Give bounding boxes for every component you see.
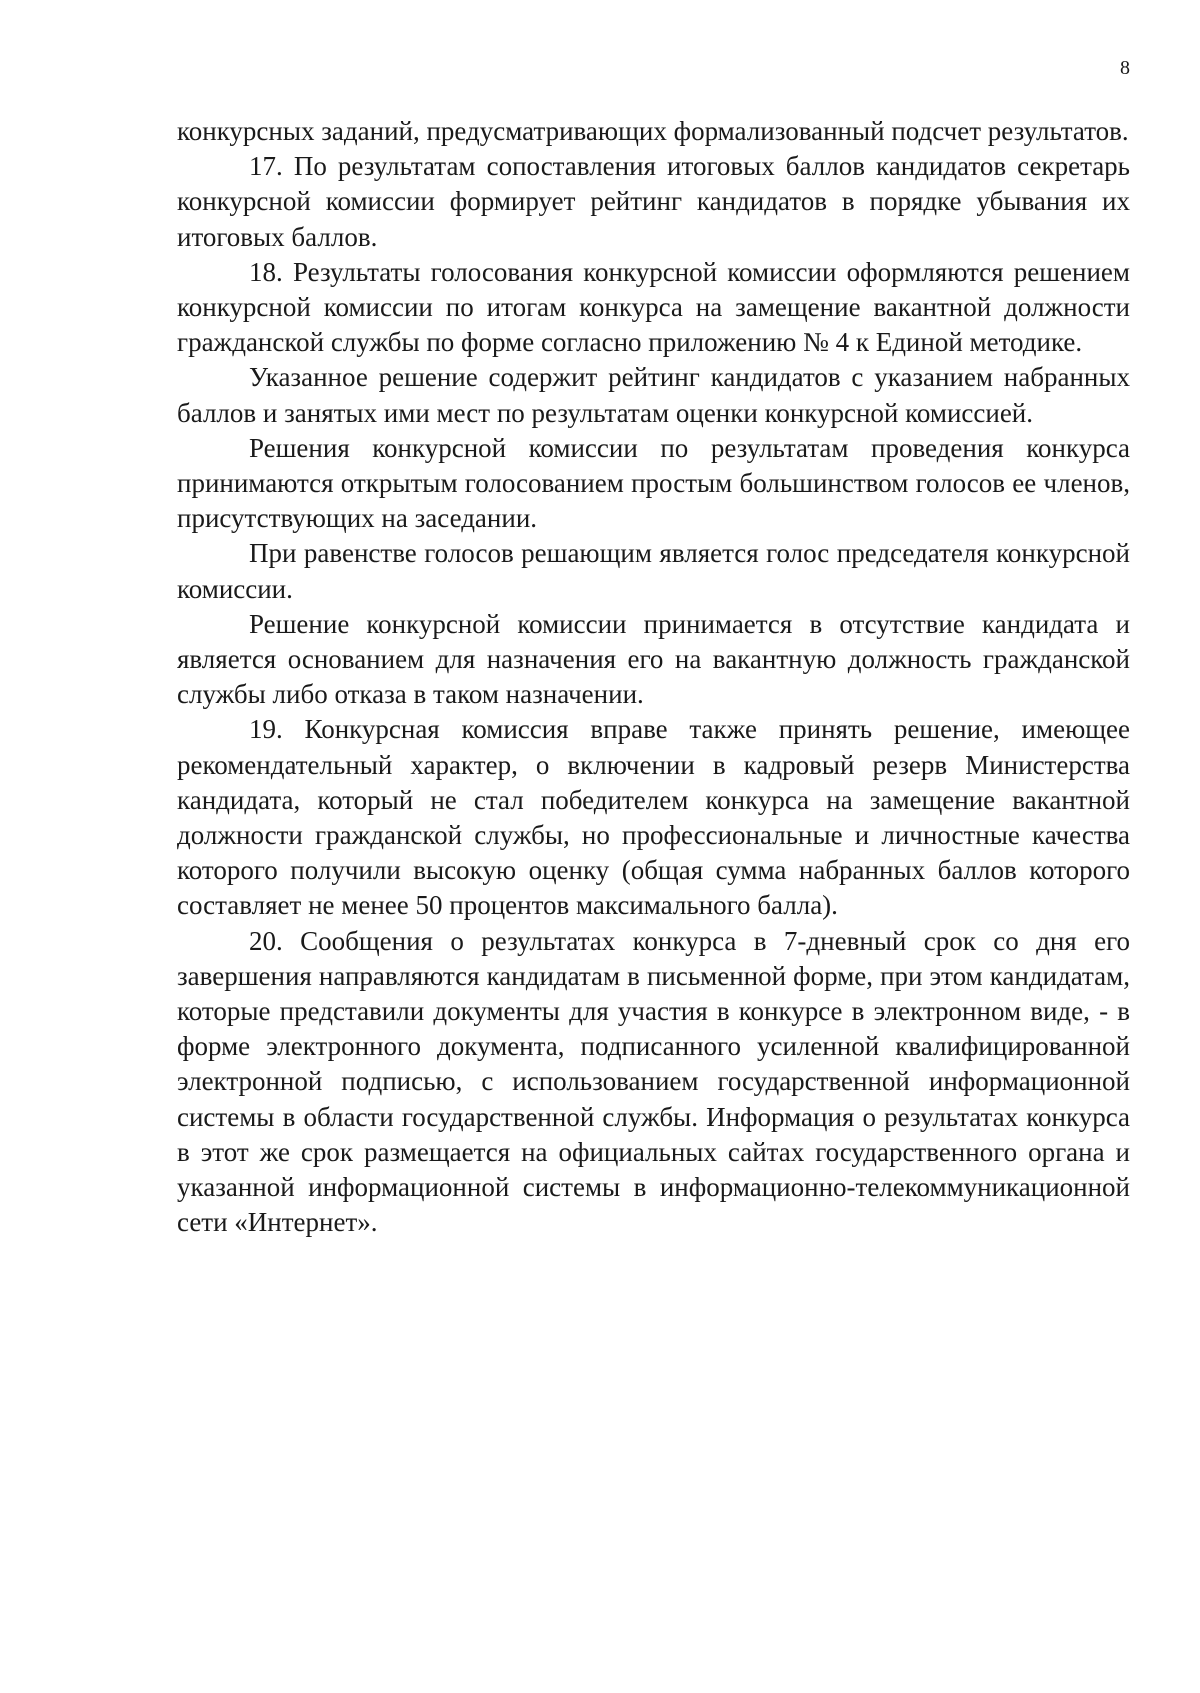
paragraph-18-rating: Указанное решение содержит рейтинг кандидатов с указанием набранных баллов и занятых ими мест по результатам оценки конкурсной комиссией. (177, 362, 1130, 428)
paragraph-18-tie: При равенстве голосов решающим является голос председателя конкурсной комиссии. (177, 538, 1130, 604)
document-body (177, 114, 1130, 1241)
paragraph-19: 19. Конкурсная комиссия вправе также принять решение, имеющее рекомендательный характер, о включении в кадровый резерв Министерства кандидата, который не стал победителем конкурса на замещение вакантной должности гражданской службы, но профессиональные и личностные качества которого получили высокую оценку (общая сумма набранных баллов которого составляет не менее 50 процентов максимального балла). (177, 714, 1130, 921)
paragraph-continuation: конкурсных заданий, предусматривающих формализованный подсчет результатов. (177, 116, 1129, 146)
paragraph-20: 20. Сообщения о результатах конкурса в 7-дневный срок со дня его завершения направляются кандидатам в письменной форме, при этом кандидатам, которые представили документы для участия в конкурсе в электронном виде, - в форме электронного документа, подписанного усиленной квалифицированной электронной подписью, с использованием государственной информационной системы в области государственной службы. Информация о результатах конкурса в этот же срок размещается на официальных сайтах государственного органа и указанной информационной системы в информационно-телекоммуникационной сети «Интернет». (177, 925, 1130, 1238)
paragraph-18: 18. Результаты голосования конкурсной комиссии оформляются решением конкурсной комиссии по итогам конкурса на замещение вакантной должности гражданской службы по форме согласно приложению № 4 к Единой методике. (177, 256, 1130, 358)
paragraph-18-absence: Решение конкурсной комиссии принимается в отсутствие кандидата и является основанием для назначения его на вакантную должность гражданской службы либо отказа в таком назначении. (177, 608, 1130, 710)
paragraph-18-voting: Решения конкурсной комиссии по результатам проведения конкурса принимаются открытым голосованием простым большинством голосов ее членов, присутствующих на заседании. (177, 432, 1130, 534)
paragraph-17: 17. По результатам сопоставления итоговых баллов кандидатов секретарь конкурсной комиссии формирует рейтинг кандидатов в порядке убывания их итоговых баллов. (177, 151, 1130, 252)
page-number: 8 (1120, 57, 1130, 79)
